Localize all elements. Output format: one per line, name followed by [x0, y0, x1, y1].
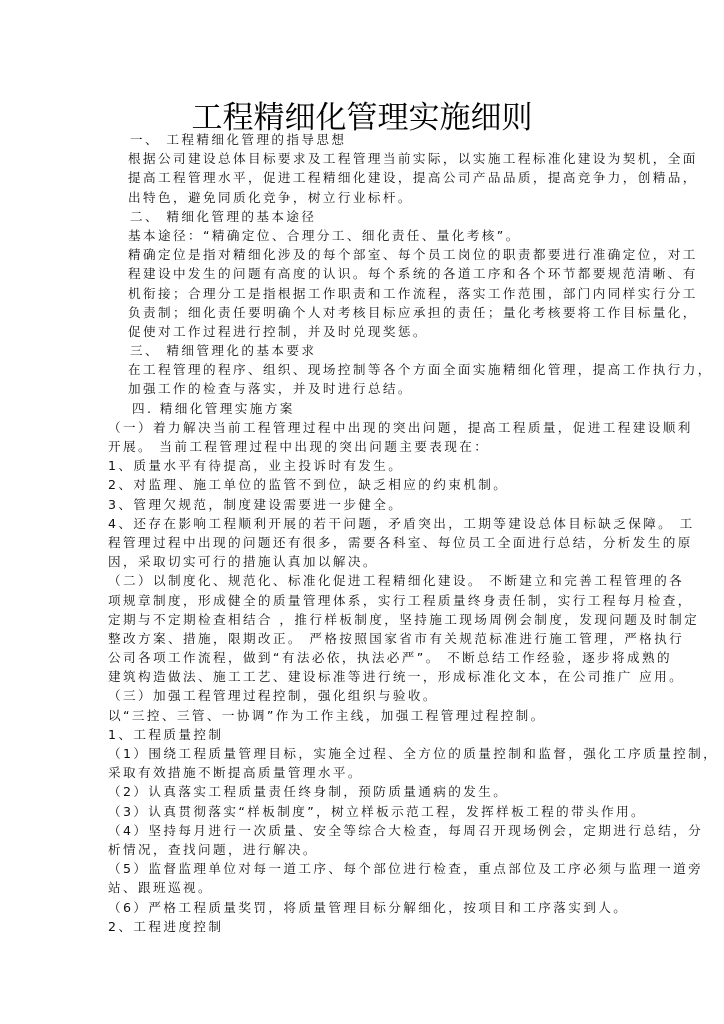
text-line: 建筑构造做法、施工工艺、建设标准等进行统一，形成标准化文本，在公司推广 应用。 — [108, 669, 685, 685]
text-line: 促使对工作过程进行控制，并及时兑现奖惩。 — [128, 323, 428, 339]
text-line: 采取有效措施不断提高质量管理水平。 — [108, 765, 363, 781]
text-line: 精确定位是指对精细化涉及的每个部室、每个员工岗位的职责都要进行准确定位，对工 — [128, 247, 698, 263]
text-line: 机衔接；合理分工是指根据工作职责和工作流程，落实工作范围，部门内同样实行分工 — [128, 285, 698, 301]
text-line: 站、跟班巡视。 — [108, 880, 213, 896]
text-line: 1、质量水平有待提高，业主投诉时有发生。 — [108, 458, 404, 474]
text-line: 项规章制度，形成健全的质量管理体系，实行工程质量终身责任制，实行工程每月检查， — [108, 592, 693, 608]
text-line: （3）认真贯彻落实“样板制度”，树立样板示范工程，发挥样板工程的带头作用。 — [108, 803, 647, 819]
text-line: 1、工程质量控制 — [108, 726, 224, 742]
section-heading: 四. 精细化管理实施方案 — [132, 400, 295, 416]
text-line: 整改方案、措施，限期改正。 严格按照国家省市有关规范标准进行施工管理，严格执行 — [108, 630, 685, 646]
text-line: 根据公司建设总体目标要求及工程管理当前实际，以实施工程标准化建设为契机，全面 — [128, 151, 698, 167]
text-line: （一）着力解决当前工程管理过程中出现的突出问题，提高工程质量，促进工程建设顺利 — [108, 419, 693, 435]
section-heading: 二、 精细化管理的基本途径 — [130, 208, 317, 224]
text-line: 3、管理欠规范，制度建设需要进一步健全。 — [108, 496, 404, 512]
document-title: 工程精细化管理实施细则 — [191, 100, 533, 136]
text-line: 程管理过程中出现的问题还有很多，需要各科室、每位员工全面进行总结，分析发生的原 — [108, 534, 693, 550]
text-line: 4、还存在影响工程顺利开展的若干问题，矛盾突出，工期等建设总体目标缺乏保障。 工 — [108, 515, 695, 531]
text-line: 2、对监理、施工单位的监管不到位，缺乏相应的约束机制。 — [108, 477, 509, 493]
text-line: 定期与不定期检查相结合 ，推行样板制度，坚持施工现场周例会制度，发现问题及时制定 — [108, 611, 700, 627]
text-line: （2）认真落实工程质量责任终身制，预防质量通病的发生。 — [108, 784, 509, 800]
text-line: 2、工程进度控制 — [108, 918, 224, 934]
text-line: （三）加强工程管理过程控制，强化组织与验收。 — [108, 688, 438, 704]
text-line: （二）以制度化、规范化、标准化促进工程精细化建设。 不断建立和完善工程管理的各 — [108, 573, 685, 589]
text-line: （6）严格工程质量奖罚，将质量管理目标分解细化，按项目和工序落实到人。 — [108, 899, 629, 915]
text-line: 负责制；细化责任要明确个人对考核目标应承担的责任；量化考核要将工作目标量化， — [128, 304, 698, 320]
section-heading: 一、 工程精细化管理的指导思想 — [130, 132, 347, 147]
text-line: 开展。 当前工程管理过程中出现的突出问题主要表现在： — [108, 439, 490, 454]
document-body — [0, 130, 724, 936]
text-line: 析情况，查找问题，进行解决。 — [108, 841, 318, 857]
text-line: 提高工程管理水平，促进工程精细化建设，提高公司产品品质，提高竞争力，创精品， — [128, 170, 698, 186]
text-line: 以“三控、三管、一协调”作为工作主线，加强工程管理过程控制。 — [108, 707, 546, 723]
text-line: （5）监督监理单位对每一道工序、每个部位进行检查，重点部位及工序必须与监理一道旁 — [108, 861, 704, 877]
section-heading: 三、 精细管理化的基本要求 — [130, 343, 317, 359]
text-line: 公司各项工作流程，做到“有法必依，执法必严”。 不断总结工作经验，逐步将成熟的 — [108, 650, 673, 666]
text-line: 在工程管理的程序、组织、现场控制等各个方面全面实施精细化管理，提高工作执行力， — [128, 362, 713, 378]
text-line: 程建设中发生的问题有高度的认识。每个系统的各道工序和各个环节都要规范清晰、有 — [128, 266, 698, 282]
text-line: 基本途径：“精确定位、合理分工、细化责任、量化考核”。 — [128, 227, 521, 243]
text-line: （4）坚持每月进行一次质量、安全等综合大检查，每周召开现场例会，定期进行总结，分 — [108, 822, 704, 838]
text-line: 因，采取切实可行的措施认真加以解决。 — [108, 554, 378, 570]
text-line: 加强工作的检查与落实，并及时进行总结。 — [128, 381, 413, 397]
text-line: 出特色，避免同质化竞争，树立行业标杆。 — [128, 189, 413, 205]
text-line: （1）围绕工程质量管理目标，实施全过程、全方位的质量控制和监督，强化工序质量控制， — [108, 746, 719, 761]
